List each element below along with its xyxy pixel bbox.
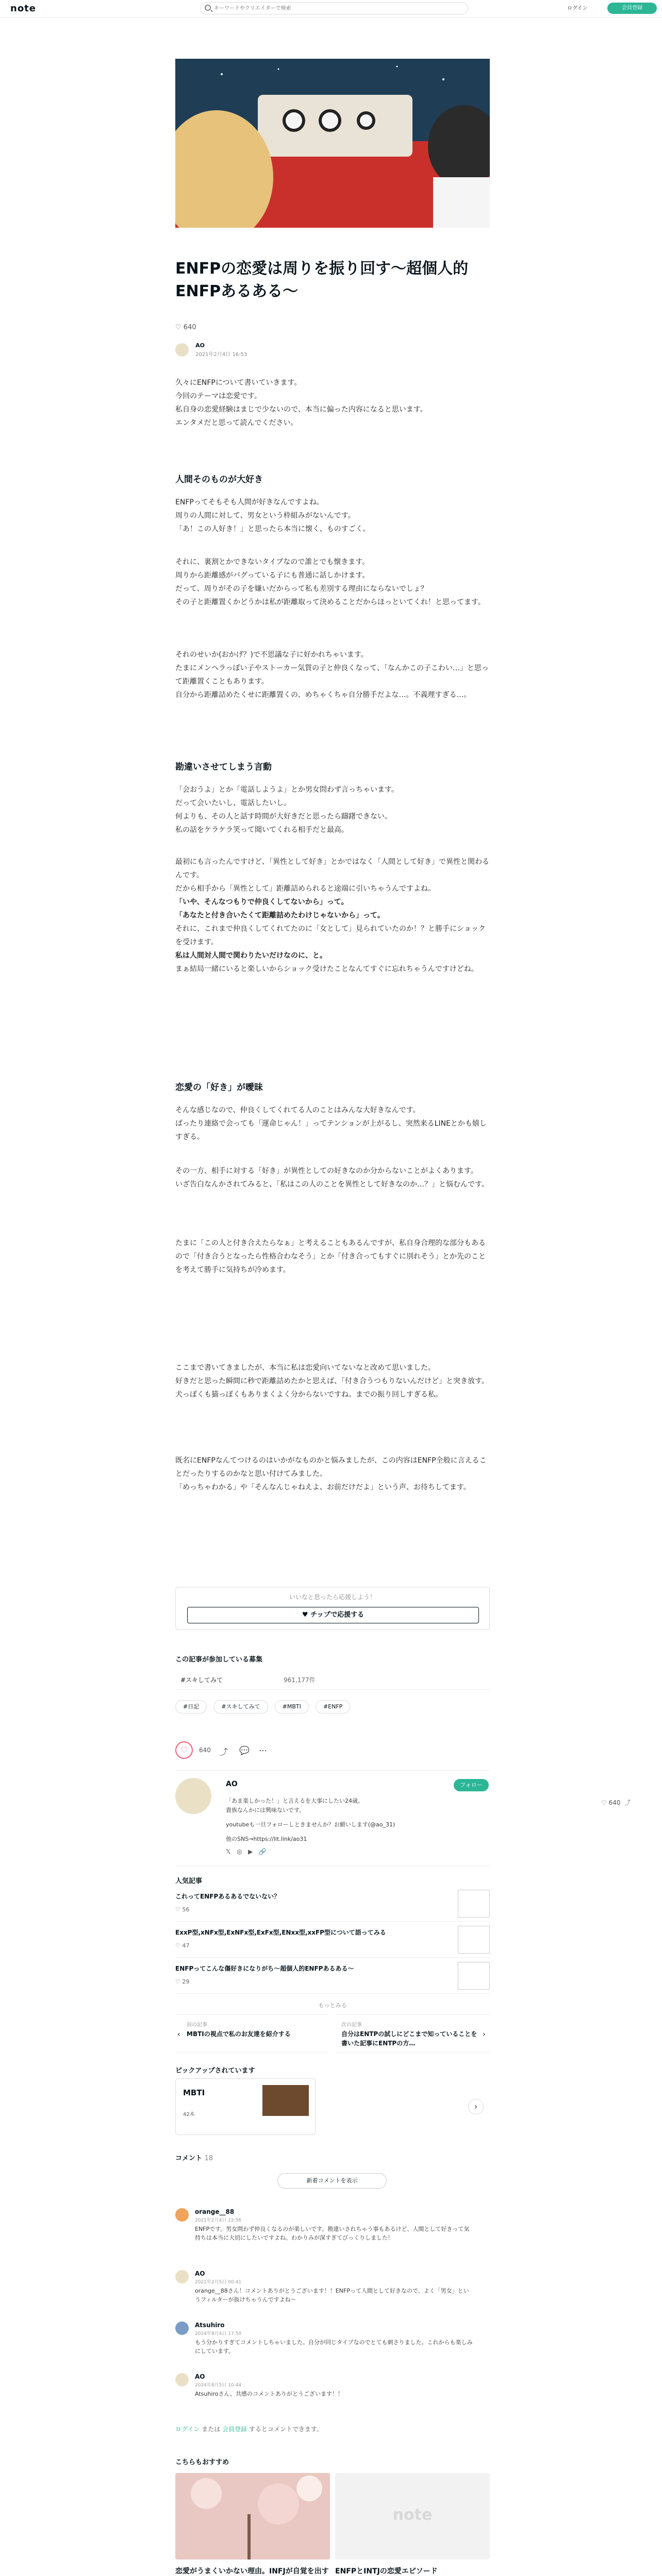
text-line: 犬っぽくも猫っぽくもありまくよく分からないですね。までの振り回しすぎる私。	[175, 1391, 442, 1399]
recommend-heading: こちらもおすすめ	[175, 2459, 229, 2466]
comments-heading	[175, 2153, 213, 2162]
popular-heading: 人気記事	[175, 1877, 203, 1885]
paragraph	[175, 1236, 490, 1277]
author-name[interactable]: AO	[195, 342, 205, 349]
tag[interactable]: #日記	[175, 1700, 207, 1714]
text-line: ここまで書いてきましたが、本当に私は恋愛向いてないなと改めて思いました。	[175, 1364, 435, 1372]
author-card-avatar[interactable]	[175, 1778, 211, 1814]
author-row[interactable]	[175, 342, 247, 363]
instagram-icon[interactable]: ◎	[237, 1848, 242, 1855]
text-line: 好きだと思った瞬間に秒で距離詰めたかと思えば、「付き合うつもりないんだけど」と突き放す。	[175, 1377, 489, 1385]
commenter-name[interactable]: Atsuhiro	[195, 2321, 225, 2329]
recommend-card[interactable]	[175, 2473, 330, 2576]
section-heading: 人間そのものが大好き	[175, 474, 263, 485]
popular-likes: ♡ 47	[175, 1942, 190, 1949]
text-line: その一方、相手に対する「好き」が異性としての好きなのか分からないことがよくあります。	[175, 1167, 478, 1175]
popular-title[interactable]: これってENFPあるあるでないない？	[175, 1893, 280, 1900]
pickup-card[interactable]	[175, 2078, 316, 2135]
tip-icon: ♥	[302, 1611, 311, 1619]
login-note-text: または	[202, 2426, 221, 2433]
paragraph	[175, 555, 490, 609]
note-logo[interactable]: note	[10, 3, 36, 14]
commenter-name[interactable]: AO	[195, 2270, 205, 2277]
comments-count: 18	[204, 2155, 213, 2162]
pickup-count: 42本	[183, 2112, 195, 2117]
pickup-heading: ピックアップされています	[175, 2067, 255, 2075]
paragraph	[175, 1361, 490, 1401]
recommend-title[interactable]: 恋愛がうまくいかない理由。INFJが自覚を出す	[175, 2567, 329, 2575]
text-line: 「あなたと付き合いたくて距離詰めたわけじゃないから」って。	[175, 911, 385, 920]
heart-icon[interactable]: ♡	[175, 324, 181, 331]
tag[interactable]: #スキしてみて	[213, 1700, 268, 1714]
popular-thumb[interactable]	[458, 1890, 490, 1918]
paragraph	[175, 1454, 490, 1494]
text-line: 「いや、そんなつもりで仲良くしてないから」って。	[175, 898, 349, 906]
section-heading: 勘違いさせてしまう言動	[175, 762, 272, 772]
comment-body: Atsuhiroさん、共感のコメントありがとうございます！！	[195, 2391, 344, 2397]
hero-image	[175, 59, 490, 228]
text-line: ENFPってそもそも人間が好きなんですよね。	[175, 498, 324, 506]
like-button[interactable]: ♡	[175, 1741, 193, 1759]
comment-date: 2021年2月4日 22:56	[195, 2218, 242, 2223]
login-note-text: するとコメントできます。	[249, 2426, 323, 2433]
chevron-right-icon[interactable]: ›	[468, 2099, 484, 2114]
popular-title[interactable]: ENFPってこんな傷好きになりがち〜超個人的ENFPあるある〜	[175, 1965, 354, 1972]
popular-item[interactable]	[175, 1886, 490, 1922]
magazine-heading: この記事が参加している募集	[175, 1656, 263, 1664]
text-line: まぁ結局一緒にいると楽しいからショック受けたことなんてすぐに忘れちゃうんですけどね。	[175, 965, 478, 973]
text-line: 周りの人間に対して、男女という枠組みがないんです。	[175, 512, 355, 520]
follow-button[interactable]: フォロー	[454, 1779, 489, 1791]
text-line: 最初にも言ったんですけど、「異性として好き」とかではなく「人間として好き」で異性と関わるんです。	[175, 858, 489, 879]
author-avatar[interactable]	[175, 343, 189, 357]
like-count: 640	[199, 1747, 211, 1754]
paragraph	[175, 855, 490, 976]
support-box	[175, 1587, 490, 1630]
text-line: ぱったり連絡で会っても「運命じゃん！」ってテンションが上がるし、突然来るLINEとかも嬉しすぎる。	[175, 1120, 487, 1141]
comments-heading-label: コメント	[175, 2155, 203, 2162]
tag[interactable]: #MBTI	[275, 1700, 309, 1714]
more-link[interactable]: もっとみる	[318, 2002, 347, 2009]
paragraph	[175, 1104, 490, 1144]
tip-button-label: チップで応援する	[310, 1611, 365, 1619]
text-line: それのせいか(おかげ？)で不思議な子に好かれちゃいます。	[175, 651, 368, 659]
section-heading: 恋愛の「好き」が曖昧	[175, 1082, 263, 1093]
comment-icon[interactable]: 💬	[239, 1745, 250, 1755]
text-line: その子と距離置くかどうかは私が距離取って決めることだからほっといてくれ！と思ってます。	[175, 598, 485, 606]
paragraph	[175, 648, 490, 702]
comment-date: 2024年8月5日 10:44	[195, 2383, 242, 2388]
article-title: ENFPの恋愛は周りを振り回す〜超個人的ENFPあるある〜	[175, 260, 469, 300]
prev-label: 前の記事	[187, 2022, 207, 2028]
popular-item[interactable]	[175, 1922, 490, 1958]
more-icon[interactable]: ⋯	[259, 1745, 267, 1755]
cherry-blossom-image	[175, 2473, 330, 2560]
login-button[interactable]: ログイン	[567, 6, 588, 11]
next-title[interactable]: 自分はENTPの試しにどこまで知っていることを書いた記事にENTPの方…	[341, 2030, 477, 2047]
bio-line: youtubeも一旦フォローしときませんか？お願いします(@ao_31)	[226, 1821, 395, 1828]
commenter-name[interactable]: orange__88	[195, 2208, 235, 2215]
commenter-avatar[interactable]	[175, 2373, 189, 2386]
comment-date: 2024年8月4日 17:50	[195, 2331, 242, 2336]
author-card-name[interactable]: AO	[226, 1780, 238, 1788]
share-icon[interactable]: ⤴	[622, 1799, 631, 1806]
search-icon	[205, 5, 211, 11]
text-line: そんな感じなので、仲良くしてくれてる人のことはみんな大好きなんです。	[175, 1106, 420, 1114]
text-line: いざ告白なんかされてみると、「私はこの人のことを異性として好きなのか…？」と悩むんです。	[175, 1180, 489, 1189]
author-card	[175, 1770, 490, 1866]
note-placeholder-logo: note	[392, 2506, 433, 2524]
search-box[interactable]	[200, 2, 468, 14]
tip-button[interactable]	[187, 1607, 479, 1623]
text-line: エンタメだと思って読んでください。	[175, 419, 298, 427]
popular-item[interactable]	[175, 1958, 490, 1994]
bio-line: 「あま楽しかった！」と言えるを大事にしたい24歳。	[226, 1798, 363, 1804]
text-line: 「会おうよ」とか「電話しようよ」とか男女問わず言っちゃいます。	[175, 786, 399, 794]
publish-date: 2021年2月4日 16:53	[195, 352, 247, 358]
text-line: 私の話をケラケラ笑って聞いてくれる相手だと最高。	[175, 826, 349, 834]
search-input[interactable]	[214, 4, 461, 12]
text-line: 自分から距離詰めたくせに距離置くの、めちゃくちゃ自分勝手だよな…。不義理すぎる…。	[175, 691, 471, 699]
signup-link[interactable]: 会員登録	[222, 2426, 247, 2433]
top-header	[0, 0, 662, 18]
text-line: たまにメンヘラっぽい子やストーカー気質の子と仲良くなって、「なんかこの子こわい…」と思って距離置くこともあります。	[175, 664, 489, 686]
paragraph	[175, 1164, 490, 1191]
text-line: 久々にENFPについて書いていきます。	[175, 379, 302, 387]
bio-line: 貴族なんかには興味ないです。	[226, 1807, 305, 1814]
commenter-avatar[interactable]	[175, 2270, 189, 2283]
popular-likes: ♡ 56	[175, 1906, 190, 1913]
text-line: だから相手から「異性として」距離詰められると途端に引いちゃうんですよね。	[175, 885, 435, 893]
prev-article[interactable]	[175, 2014, 329, 2053]
login-link[interactable]: ログイン	[175, 2426, 200, 2433]
magazine-count: 961,177件	[284, 1676, 316, 1684]
comment-date: 2021年2月5日 00:41	[195, 2280, 242, 2285]
text-line: それに、裏割とかできないタイプなので誰とでも懐きます。	[175, 558, 370, 566]
side-like-count: 640	[608, 1799, 621, 1806]
comment-body: ENFPです。男女問わず仲良くなるのが楽しいです。勘違いされちゃう事もあるけど、人間として好きって気持ちは本当に大切にしたいですよね。わかりみが深すぎてびっくりしました！	[195, 2226, 470, 2241]
comment-body: もう分かりすぎてコメントしちゃいました。自分が同じタイプなのでとても刺さりました。これからも楽しみにしています。	[195, 2339, 473, 2354]
login-note	[175, 2425, 323, 2433]
side-like[interactable]	[601, 1798, 631, 1807]
tag[interactable]: #ENFP	[316, 1700, 350, 1714]
commenter-avatar[interactable]	[175, 2208, 189, 2222]
text-line: 何よりも、その人と話す時間が大好きだと思ったら躊躇できない。	[175, 812, 392, 821]
tag-list	[175, 1700, 354, 1714]
popular-likes: ♡ 29	[175, 1978, 190, 1985]
share-icon[interactable]: ⤴	[220, 1747, 228, 1757]
signup-button[interactable]: 会員登録	[607, 3, 657, 14]
recommend-thumb[interactable]	[335, 2473, 490, 2560]
chevron-right-icon: ›	[483, 2030, 486, 2039]
text-line: 周りから距離感がバグっている子にも普通に話しかけます。	[175, 571, 370, 580]
sns-icons	[226, 1848, 267, 1855]
text-line: 既名にENFPなんてつけるのはいかがなものかと悩みましたが、この内容はENFP全般に言えることだったりするのかなと思い付けてみました。	[175, 1456, 487, 1478]
comment-body: orange__88さん！コメントありがとうございます！！ENFPって人間として好きなので、よく「男女」というフィルターが抜けちゃうんですよね〜	[195, 2287, 469, 2303]
paragraph	[175, 783, 490, 837]
article-likes[interactable]	[175, 324, 196, 331]
action-bar	[175, 1741, 490, 1762]
support-label: いいなと思ったら応援しよう！	[289, 1594, 376, 1601]
twitter-icon[interactable]: 𝕏	[226, 1848, 231, 1855]
text-line: 私は人間対人間で関わりたいだけなのに、と。	[175, 952, 327, 960]
text-line: だって会いたいし、電話したいし。	[175, 799, 291, 807]
pickup-thumb	[262, 2085, 309, 2116]
hero-car-illustration	[175, 59, 490, 228]
youtube-icon[interactable]: ▶	[248, 1848, 253, 1855]
comment	[175, 2321, 474, 2368]
commenter-avatar[interactable]	[175, 2321, 189, 2335]
recommend-thumb[interactable]	[175, 2473, 330, 2560]
prev-title[interactable]: MBTIの視点で私のお友達を紹介する	[187, 2030, 291, 2038]
text-line: だって、周りがその子を嫌いだからって私も差別する理由にならないでしょ？	[175, 585, 428, 593]
comment	[175, 2208, 474, 2265]
popular-thumb[interactable]	[458, 1926, 490, 1954]
link-icon[interactable]: 🔗	[258, 1848, 267, 1855]
heart-icon[interactable]: ♡	[601, 1799, 607, 1806]
commenter-name[interactable]: AO	[195, 2373, 205, 2380]
next-article[interactable]	[336, 2014, 490, 2053]
text-line: それに、これまで仲良くしてくれてたのに「女として」見られていたのか！？と勝手にショックを受けます。	[175, 925, 486, 946]
pickup-name[interactable]: MBTI	[183, 2088, 205, 2097]
recommend-card[interactable]	[335, 2473, 490, 2576]
magazine-row[interactable]	[175, 1669, 490, 1690]
chevron-left-icon: ‹	[177, 2030, 180, 2039]
comment	[175, 2373, 474, 2414]
paragraph	[175, 496, 490, 536]
text-line: 「めっちゃわかる」や「そんなんじゃねえよ、お前だけだよ」という声、お待ちしてます。	[175, 1483, 471, 1492]
article-like-count: 640	[183, 324, 196, 331]
popular-title[interactable]: ExxP型,xNFx型,ExNFx型,ExFx型,ENxx型,xxFP型について語ってみる	[175, 1929, 386, 1936]
text-line: 「あ！この人好き！」と思ったら本当に懐く、ものすごく。	[175, 525, 370, 533]
comment	[175, 2270, 474, 2316]
text-line: 今回のテーマは恋愛です。	[175, 392, 261, 400]
text-line: たまに「この人と付き合えたらなぁ」と考えることもあるんですが、私自身合理的な部分もあるので「付き合うとなったら性格合わなそう」とか「付き合ってもすぐに別れそう」とか先のことを考えて勝手に気持ちが冷めます。	[175, 1239, 486, 1274]
next-label: 次の記事	[341, 2022, 362, 2028]
recommend-title[interactable]: ENFPとINTJの恋愛エピソード	[335, 2567, 438, 2575]
intro-paragraph	[175, 376, 490, 430]
magazine-name[interactable]: #スキしてみて	[180, 1676, 223, 1684]
show-new-comments-button[interactable]: 新着コメントを表示	[277, 2173, 387, 2189]
text-line: 私自身の恋愛経験はまじで少ないので、本当に偏った内容になると思います。	[175, 405, 427, 414]
popular-thumb[interactable]	[458, 1962, 490, 1990]
bio-link[interactable]: 他のSNS→https://lit.link/ao31	[226, 1836, 307, 1842]
